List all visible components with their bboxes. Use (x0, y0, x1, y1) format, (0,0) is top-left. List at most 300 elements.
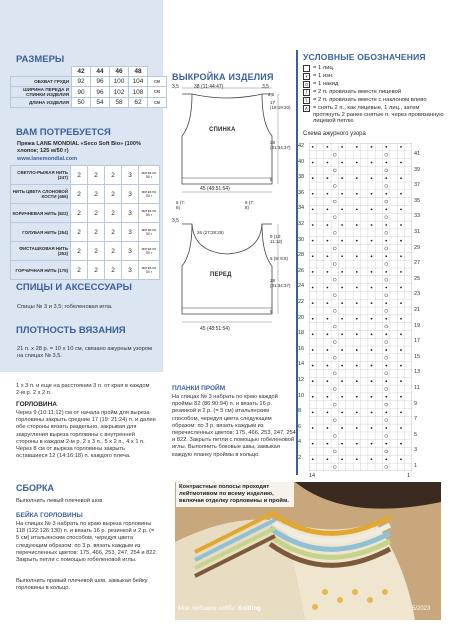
chart-row-number: 19 (414, 322, 421, 329)
purl-mark (326, 458, 328, 460)
chart-bottom-right: 1 (407, 473, 411, 479)
purl-mark (371, 177, 373, 179)
chart-row-number: 40 (298, 158, 305, 165)
intro-text: 1 х 3 п. и еще на расстоянии 3 п. от края в каждом 2-м р. 2 х 2 п. (16, 383, 150, 397)
chart-row-number: 21 (414, 307, 421, 313)
purl-mark (341, 224, 343, 226)
chart-svg (309, 143, 412, 471)
purl-mark (341, 380, 343, 382)
size-unit: см (148, 87, 167, 98)
purl-mark (312, 427, 314, 429)
tools-title: СПИЦЫ И АКСЕССУАРЫ (16, 282, 132, 293)
purl-mark (356, 208, 358, 210)
purl-mark (400, 412, 402, 414)
purl-mark (400, 177, 402, 179)
chart-row-number: 26 (298, 267, 305, 274)
purl-mark (371, 302, 373, 304)
purl-mark (371, 271, 373, 273)
purl-mark (326, 271, 328, 273)
yarn-label: ФИСТАШКОВАЯ НИТЬ (253) (11, 242, 71, 261)
purl-mark (356, 146, 358, 148)
yarn-cell: 3 (122, 261, 139, 280)
purl-mark (400, 349, 402, 351)
purl-mark (400, 302, 402, 304)
chart-row-number: 4 (298, 439, 302, 446)
ssk-symbol: \ (303, 97, 310, 104)
purl-mark (385, 458, 387, 460)
materials-title: ВАМ ПОТРЕБУЕТСЯ (16, 127, 111, 138)
purl-mark (400, 208, 402, 210)
purl-mark (356, 318, 358, 320)
yarn-cell: 2 (105, 242, 122, 261)
purl-mark (385, 412, 387, 414)
purl-mark (312, 443, 314, 445)
purl-mark (371, 333, 373, 335)
size-col: 48 (129, 67, 148, 77)
purl-mark (371, 287, 373, 289)
legend-item (303, 89, 445, 96)
k2tog-symbol: / (303, 89, 310, 96)
front-depth-dim: 9 (10: 11:12) (270, 234, 283, 244)
purl-mark (341, 458, 343, 460)
purl-mark (312, 177, 314, 179)
purl-mark (356, 396, 358, 398)
neck-title: ГОРЛОВИНА (16, 401, 57, 408)
yarn-cell: 3 (122, 242, 139, 261)
purl-mark (385, 443, 387, 445)
chart-row-number: 23 (414, 291, 421, 298)
purl-mark (371, 380, 373, 382)
chart-row-number: 24 (298, 283, 305, 290)
yarn-cell: 2 (105, 166, 122, 185)
purl-symbol: • (303, 73, 310, 80)
magazine-name: Мое любимое хобби (178, 606, 235, 612)
purl-mark (400, 146, 402, 148)
tools-text: Спицы № 3 и 3,5; гобеленовая игла. (17, 304, 113, 310)
chart-row-number: 9 (414, 400, 418, 407)
purl-mark (341, 443, 343, 445)
front-neck-width-dim: 26 (27:28:29) (197, 230, 224, 235)
legend-text: = 1 накид (313, 81, 339, 87)
purl-mark (400, 271, 402, 273)
purl-mark (312, 380, 314, 382)
chart-row-number: 38 (298, 174, 305, 181)
purl-mark (385, 240, 387, 242)
chart-row-number: 41 (414, 151, 421, 157)
chart-title: Схема ажурного узора (303, 131, 366, 137)
chart-row-number: 2 (298, 455, 302, 461)
chart-row-number: 32 (298, 221, 305, 227)
yarn-cell: 2 (88, 204, 105, 223)
yarn-unit: мотка по 50 г (139, 166, 160, 185)
size-cell: 90 (72, 87, 91, 98)
purl-mark (326, 427, 328, 429)
size-cell: 54 (91, 98, 110, 108)
front-arm-dim: 6 (8: 8:8) (270, 256, 289, 261)
purl-mark (385, 349, 387, 351)
sizes-table (10, 66, 167, 108)
chart-row-number: 34 (298, 205, 305, 212)
chart-row-number: 17 (414, 338, 421, 345)
yarn-cell: 2 (105, 261, 122, 280)
legend-text: = 2 п. провязать вместе лицевой (313, 89, 402, 95)
purl-mark (326, 318, 328, 320)
size-cell: 104 (129, 77, 148, 87)
purl-mark (326, 412, 328, 414)
size-cell: 108 (129, 87, 148, 98)
purl-mark (371, 224, 373, 226)
back-side-dim: 3,5 (262, 84, 269, 90)
purl-mark (385, 427, 387, 429)
purl-mark (371, 318, 373, 320)
back-height-dim: 28 (31:34:37) (270, 140, 291, 150)
purl-mark (385, 162, 387, 164)
chart-row-number: 31 (414, 229, 421, 235)
purl-mark (385, 287, 387, 289)
purl-mark (312, 224, 314, 226)
purl-mark (326, 224, 328, 226)
yarn-cell: 2 (88, 223, 105, 242)
purl-mark (371, 458, 373, 460)
purl-mark (371, 162, 373, 164)
purl-mark (341, 287, 343, 289)
back-neck-outline (192, 94, 262, 98)
yarn-unit: мотка по 50 г (139, 223, 160, 242)
purl-mark (341, 302, 343, 304)
pattern-schematic (172, 84, 294, 344)
size-cell: 100 (110, 77, 129, 87)
chart-row-number: 27 (414, 260, 421, 267)
purl-mark (371, 240, 373, 242)
purl-mark (341, 427, 343, 429)
yarn-cell: 2 (71, 261, 88, 280)
yarn-cell: 2 (71, 242, 88, 261)
size-unit: см (148, 77, 167, 87)
purl-mark (326, 146, 328, 148)
chart-row-number: 37 (414, 182, 421, 189)
size-cell: 50 (72, 98, 91, 108)
legend-item (303, 81, 445, 88)
purl-mark (385, 380, 387, 382)
purl-mark (385, 302, 387, 304)
yarn-description: Пряжа LANE MONDIAL «Seco Soft Bio» (100% хлопок; 125 м/50 г) (17, 141, 141, 154)
purl-mark (341, 396, 343, 398)
purl-mark (400, 240, 402, 242)
purl-mark (312, 255, 314, 257)
chart-row-number: 30 (298, 236, 305, 243)
front-side-dim: 3,5 (172, 218, 179, 224)
size-row-label: ШИРИНА ПЕРЕДА И СПИНКИ ИЗДЕЛИЯ (11, 87, 72, 98)
purl-mark (341, 349, 343, 351)
purl-mark (385, 271, 387, 273)
yarn-unit: мотка по 50 г (139, 204, 160, 223)
size-row-label: ОБХВАТ ГРУДИ (11, 77, 72, 87)
purl-mark (356, 224, 358, 226)
legend-text: = 1 изн. (313, 73, 334, 79)
back-top-dim: 38 (11:44:47) (194, 84, 224, 90)
purl-mark (341, 162, 343, 164)
yarn-url[interactable]: www.lanemondial.com (17, 156, 78, 162)
purl-mark (326, 443, 328, 445)
chart-row-number: 39 (414, 166, 421, 173)
chart-row-number: 20 (298, 314, 305, 321)
chart-row-number: 15 (414, 353, 421, 360)
size-cell: 96 (91, 77, 110, 87)
legend-text: = 2 п. провязать вместе с наклоном влево (313, 97, 427, 103)
size-col: 44 (91, 67, 110, 77)
purl-mark (341, 255, 343, 257)
size-cell: 62 (129, 98, 148, 108)
purl-mark (326, 208, 328, 210)
trim-title: БЕЙКА ГОРЛОВИНЫ (16, 512, 83, 519)
purl-mark (312, 208, 314, 210)
size-col: 42 (72, 67, 91, 77)
yarn-cell: 3 (122, 223, 139, 242)
purl-mark (400, 396, 402, 398)
trim-text-2: Выполнить правый плечевой шов, замыкая бейку горловины в кольцо. (16, 578, 148, 592)
chart-row-number: 33 (414, 213, 421, 220)
purl-mark (356, 349, 358, 351)
size-col: 46 (110, 67, 129, 77)
chart-row-number: 42 (298, 143, 305, 149)
purl-mark (312, 287, 314, 289)
purl-mark (385, 193, 387, 195)
purl-mark (356, 458, 358, 460)
purl-mark (371, 443, 373, 445)
chart-row-number: 16 (298, 345, 305, 352)
chart-row-number: 36 (298, 189, 305, 196)
back-rib-dim: 5 (270, 177, 273, 182)
purl-mark (326, 177, 328, 179)
purl-mark (371, 349, 373, 351)
yarn-label: СВЕТЛО-РЫЖАЯ НИТЬ (247) (11, 166, 71, 185)
legend-item (303, 97, 445, 104)
trim-text: На спицах № 3 набрать по краю выреза горловины 118 (122:126:130) п. и вязать 16 р. резинкой и 2 р. (= 5 см) итальянским способом, чередуя цвета следующим образом: по 3 р. вязать каждым из перечисленных цветов: 175, 466, 253, 247, 254 и 822. Закрыть петли с помощью гобеленовой иглы. (16, 521, 158, 564)
neck-text: Через 9 (10:11:12) см от начала пройм для выреза горловины закрыть средние 17 (19: 21:24) п. и далее обе стороны вязать раздельно, закрывая для закругления выреза горловины с внутренней стороны в каждом 2-м р. 2 х 3 п., 5 х 2 п., 4 х 1 п. Через 8 см от выреза горловины закрыть оставшиеся 12 (14:16:18) п. каждого плеча. (16, 410, 156, 460)
back-label: СПИНКА (209, 127, 236, 133)
yarn-cell: 2 (71, 204, 88, 223)
assembly-title: СБОРКА (16, 483, 54, 493)
density-title: ПЛОТНОСТЬ ВЯЗАНИЯ (16, 325, 126, 336)
knit-symbol (303, 65, 310, 72)
purl-mark (326, 255, 328, 257)
yarn-cell: 2 (88, 166, 105, 185)
purl-mark (400, 318, 402, 320)
size-cell: 92 (72, 77, 91, 87)
purl-mark (385, 224, 387, 226)
chart-row-number: 1 (414, 463, 418, 469)
purl-mark (341, 240, 343, 242)
yarn-cell: 2 (88, 185, 105, 204)
purl-mark (341, 333, 343, 335)
purl-mark (400, 193, 402, 195)
purl-mark (371, 255, 373, 257)
yarn-cell: 2 (71, 185, 88, 204)
purl-mark (400, 333, 402, 335)
purl-mark (385, 396, 387, 398)
yarn-label: ГОЛУБАЯ НИТЬ (254) (11, 223, 71, 242)
purl-mark (385, 208, 387, 210)
yarn-cell: 2 (88, 261, 105, 280)
legend-list (303, 65, 445, 126)
size-unit: см (148, 98, 167, 108)
chart-row-number: 5 (414, 431, 418, 438)
purl-mark (312, 349, 314, 351)
purl-mark (371, 427, 373, 429)
front-rib-dim: 5 (270, 309, 273, 314)
armhole-text: На спицах № 3 набрать по краю каждой проймы 82 (86:90:94) п. и вязать 16 р. резинкой и 2 р. (= 5 см) итальянским способом, чередуя цвета следующим образом: по 3 р. вязать каждым из перечисленных цветов: 175, 466, 253, 247, 254 и 822. Закрыть петли с помощью гобеленовой иглы. Выполнить боковые швы, замыкая каждую планку проймы в кольцо. (172, 394, 296, 458)
purl-mark (312, 302, 314, 304)
purl-mark (326, 193, 328, 195)
yarn-cell: 2 (105, 204, 122, 223)
double-decrease-symbol: ∧ (304, 106, 309, 112)
purl-mark (326, 302, 328, 304)
magazine-tag: Knitting (238, 606, 261, 612)
purl-mark (400, 224, 402, 226)
lace-chart-grid (309, 143, 412, 471)
legend-text: = снять 2 п., как лицевые, 1 лиц., затем протянуть 2 ранее снятые п. через провязанную лицевой петлю (313, 105, 444, 125)
chart-row-number: 22 (298, 299, 305, 305)
yarn-unit: мотка по 50 г (139, 242, 160, 261)
legend-title: УСЛОВНЫЕ ОБОЗНАЧЕНИЯ (303, 52, 426, 62)
purl-mark (312, 162, 314, 164)
purl-mark (326, 287, 328, 289)
purl-mark (326, 396, 328, 398)
purl-mark (312, 458, 314, 460)
purl-mark (356, 271, 358, 273)
purl-mark (385, 177, 387, 179)
front-height-dim: 28 (31:34:37) (270, 278, 291, 288)
purl-mark (371, 365, 373, 367)
armhole-title: ПЛАНКИ ПРОЙМ (172, 385, 226, 392)
front-neck-dim: 6 (7: 8) (176, 200, 186, 210)
purl-mark (385, 365, 387, 367)
purl-mark (356, 287, 358, 289)
purl-mark (312, 240, 314, 242)
purl-mark (400, 365, 402, 367)
size-cell: 102 (110, 87, 129, 98)
chart-row-number: 3 (414, 447, 418, 454)
legend-item (303, 73, 445, 80)
back-arm-dim: 17 (18:19:20) (270, 100, 291, 110)
yarn-label: КОРИЧНЕВАЯ НИТЬ (822) (11, 204, 71, 223)
purl-mark (326, 333, 328, 335)
purl-mark (385, 333, 387, 335)
purl-mark (312, 365, 314, 367)
size-cell: 96 (91, 87, 110, 98)
yarn-cell: 2 (88, 242, 105, 261)
yarn-cell: 2 (71, 223, 88, 242)
purl-mark (312, 412, 314, 414)
issue-number: 5/2023 (412, 606, 431, 612)
yarn-label: НИТЬ ЦВЕТА СЛОНОВОЙ КОСТИ (466) (11, 185, 71, 204)
sizes-title: РАЗМЕРЫ (16, 54, 65, 65)
purl-mark (371, 412, 373, 414)
purl-mark (326, 240, 328, 242)
yarn-cell: 2 (71, 166, 88, 185)
legend-item (303, 105, 445, 125)
chart-bottom-left: 14 (309, 473, 316, 479)
back-bottom-dim: 45 (48:51:54) (200, 186, 230, 192)
chart-row-number: 7 (414, 416, 418, 423)
density-text: 21 п. x 28 р. = 10 x 10 см, связано ажурным узором на спицах № 3,5. (17, 346, 152, 360)
purl-mark (400, 458, 402, 460)
purl-mark (312, 271, 314, 273)
assembly-text: Выполнить левый плечевой шов. (16, 498, 104, 504)
purl-mark (326, 162, 328, 164)
purl-mark (341, 146, 343, 148)
pattern-title: ВЫКРОЙКА ИЗДЕЛИЯ (172, 72, 274, 82)
purl-mark (356, 365, 358, 367)
purl-mark (371, 146, 373, 148)
chart-row-number: 13 (414, 369, 421, 376)
purl-mark (356, 380, 358, 382)
purl-mark (341, 271, 343, 273)
purl-mark (371, 396, 373, 398)
purl-mark (356, 443, 358, 445)
purl-mark (356, 427, 358, 429)
purl-mark (312, 318, 314, 320)
purl-mark (312, 333, 314, 335)
purl-mark (356, 255, 358, 257)
yarn-unit: мотка по 50 г (139, 261, 160, 280)
yarn-cell: 2 (105, 185, 122, 204)
yarn-cell: 3 (122, 166, 139, 185)
purl-mark (326, 365, 328, 367)
chart-row-number: 28 (298, 252, 305, 259)
purl-mark (341, 208, 343, 210)
chart-row-number: 25 (414, 275, 421, 282)
purl-mark (356, 177, 358, 179)
size-cell: 58 (110, 98, 129, 108)
purl-mark (400, 443, 402, 445)
chart-row-number: 18 (298, 330, 305, 337)
purl-mark (400, 255, 402, 257)
purl-mark (312, 146, 314, 148)
purl-mark (312, 193, 314, 195)
purl-mark (341, 177, 343, 179)
chart-row-number: 35 (414, 197, 421, 204)
yarn-cell: 2 (105, 223, 122, 242)
purl-mark (356, 162, 358, 164)
chart-row-number: 14 (298, 361, 305, 368)
yarn-cell: 3 (122, 204, 139, 223)
purl-mark (341, 412, 343, 414)
yarn-table (10, 165, 160, 280)
chart-row-number: 11 (414, 385, 420, 391)
purl-mark (400, 427, 402, 429)
back-neck-dim: 2,5 (268, 92, 275, 97)
yarn-unit: мотка по 50 г (139, 185, 160, 204)
purl-mark (385, 255, 387, 257)
purl-mark (341, 318, 343, 320)
purl-mark (312, 396, 314, 398)
yarnover-symbol: o (303, 81, 310, 88)
purl-mark (400, 380, 402, 382)
purl-mark (371, 208, 373, 210)
size-row-label: ДЛИНА ИЗДЕЛИЯ (11, 98, 72, 108)
purl-mark (326, 380, 328, 382)
front-bottom-dim: 45 (48:51:54) (200, 326, 230, 332)
purl-mark (356, 302, 358, 304)
purl-mark (356, 412, 358, 414)
back-side-dim: 3,5 (172, 84, 179, 90)
photo-caption: Контрастные полосы проходят лейтмотивом по всему изделию, включая отделку горловины и пройм. (176, 482, 294, 507)
purl-mark (385, 318, 387, 320)
purl-mark (356, 193, 358, 195)
purl-mark (371, 193, 373, 195)
chart-row-number: 29 (414, 244, 421, 251)
